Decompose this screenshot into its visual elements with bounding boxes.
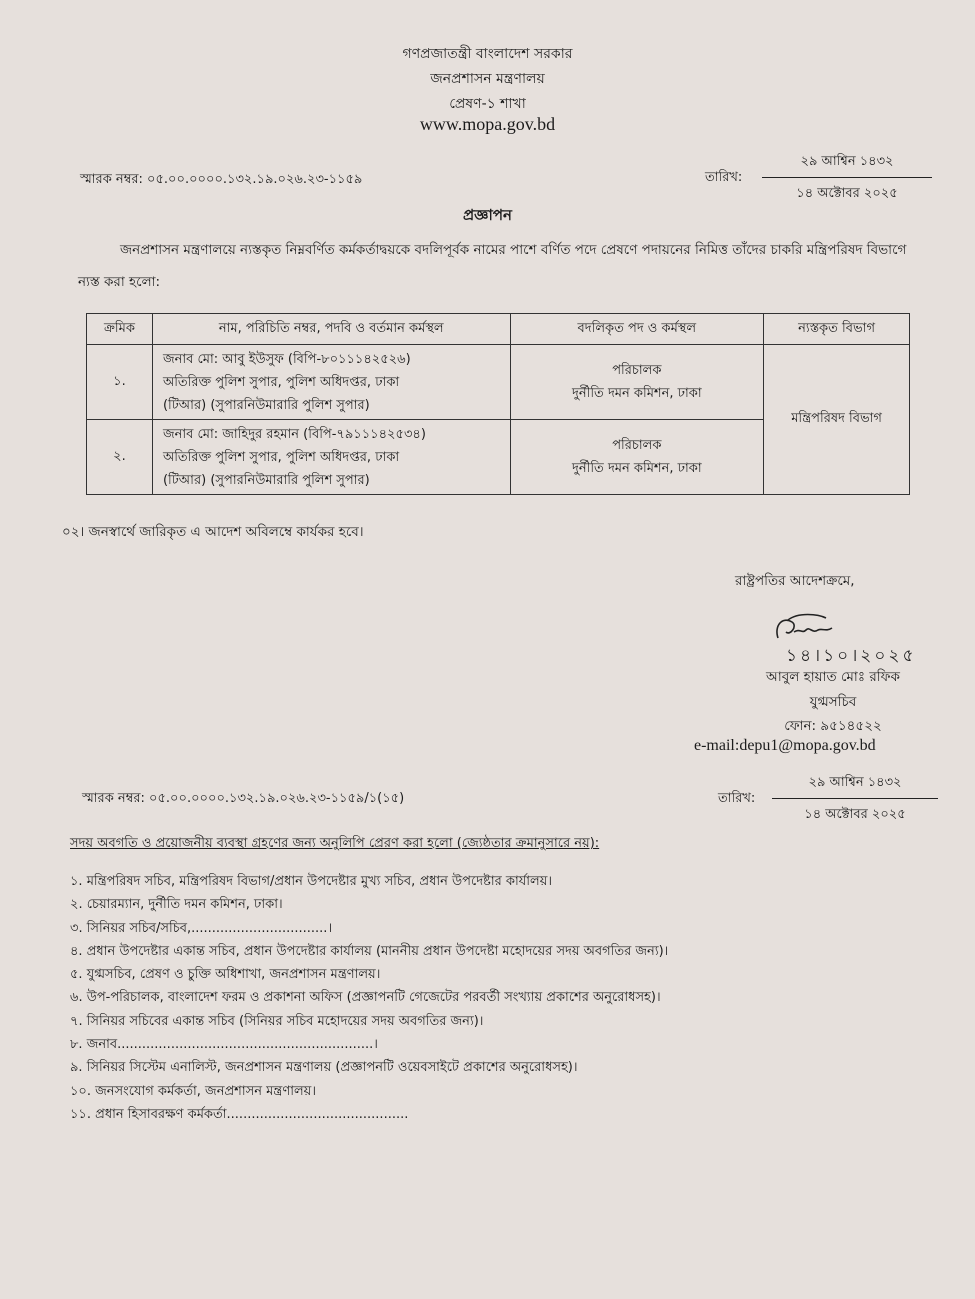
transfer-workplace: দুর্নীতি দমন কমিশন, ঢাকা (572, 386, 702, 401)
transfer-post: পরিচালক (612, 438, 662, 453)
row-name-details (152, 420, 510, 495)
copy-date-label: তারিখ: (718, 791, 756, 806)
distribution-item: ১. মন্ত্রিপরিষদ সচিব, মন্ত্রিপরিষদ বিভাগ/প্রধান উপদেষ্টার মুখ্য সচিব, প্রধান উপদেষ্টার কার্যালয়। (70, 874, 553, 889)
copy-date-bangla: ২৯ আশ্বিন ১৪৩২ (772, 773, 938, 799)
transfer-post: পরিচালক (612, 363, 662, 378)
distribution-item: ৮. জনাব..............................................................। (70, 1037, 378, 1053)
website-link[interactable]: www.mopa.gov.bd (419, 114, 556, 134)
ministry-name: জনপ্রশাসন মন্ত্রণালয় (430, 71, 545, 87)
date-label: তারিখ: (705, 170, 743, 185)
header-division: ন্যস্তকৃত বিভাগ (764, 314, 910, 345)
signatory-email[interactable]: e-mail:depu1@mopa.gov.bd (694, 737, 876, 754)
header-transfer-post: বদলিকৃত পদ ও কর্মস্থল (510, 314, 764, 345)
officer-current-post: অতিরিক্ত পুলিশ সুপার, পুলিশ অধিদপ্তর, ঢাকা (162, 374, 400, 390)
header-name: নাম, পরিচিতি নম্বর, পদবি ও বর্তমান কর্মস্থল (152, 314, 510, 345)
copy-memo-number-label: স্মারক নম্বর: (82, 791, 145, 806)
officers-table (86, 313, 910, 495)
distribution-heading: সদয় অবগতি ও প্রয়োজনীয় ব্যবস্থা গ্রহণের জন্য অনুলিপি প্রেরণ করা হলো (জ্যেষ্ঠতার ক্রমানুসারে নয়): (70, 836, 600, 851)
date-bangla: ২৯ আশ্বিন ১৪৩২ (762, 152, 932, 178)
transfer-workplace: দুর্নীতি দমন কমিশন, ঢাকা (572, 461, 702, 476)
officer-name: জনাব মো: আবু ইউসুফ (বিপি-৮০১১১৪২৫২৬) (162, 351, 411, 367)
signature-mark (768, 608, 848, 648)
officer-status: (টিআর) (সুপারনিউমারারি পুলিশ সুপার) (162, 472, 370, 488)
distribution-item: ৪. প্রধান উপদেষ্টার একান্ত সচিব, প্রধান উপদেষ্টার কার্যালয় (মাননীয় প্রধান উপদেষ্টা মহোদয়ের সদয় অবগতির জন্য)। (70, 943, 669, 959)
copy-date-block (772, 773, 938, 826)
signatory-name: আবুল হায়াত মোঃ রফিক (766, 669, 900, 685)
assigned-division: মন্ত্রিপরিষদ বিভাগ (764, 345, 910, 495)
distribution-list (70, 870, 930, 1126)
branch-name: প্রেষণ-১ শাখা (449, 96, 526, 112)
signatory-designation: যুগ্মসচিব (809, 694, 857, 710)
distribution-item: ৫. যুগ্মসচিব, প্রেষণ ও চুক্তি অধিশাখা, জনপ্রশাসন মন্ত্রণালয়। (70, 967, 381, 983)
signatory-phone: ফোন: ৯৫১৪৫২২ (784, 718, 882, 734)
memo-number (80, 170, 362, 191)
officer-name: জনাব মো: জাহিদুর রহমান (বিপি-৭৯১১১৪২৫৩৪) (162, 426, 426, 442)
distribution-item: ১১. প্রধান হিসাবরক্ষণ কর্মকর্তা............................................ (70, 1106, 409, 1122)
memo-number-label: স্মারক নম্বর: (80, 172, 143, 187)
notice-title: প্রজ্ঞাপন (462, 206, 513, 224)
distribution-item: ৯. সিনিয়র সিস্টেম এনালিস্ট, জনপ্রশাসন মন্ত্রণালয় (প্রজ্ঞাপনটি ওয়েবসাইটে প্রকাশের অনুরোধসহ)। (70, 1060, 578, 1076)
row-transfer-post (510, 345, 764, 420)
row-serial: ২. (87, 420, 153, 495)
row-name-details (152, 345, 510, 420)
signed-date: ১৪।১০।২০২৫ (786, 646, 917, 666)
memo-number-value: ০৫.০০.০০০০.১৩২.১৯.০২৬.২৩-১১৫৯ (147, 172, 363, 187)
copy-date-english: ১৪ অক্টোবর ২০২৫ (804, 807, 906, 822)
table-row (87, 345, 910, 420)
distribution-item: ৭. সিনিয়র সচিবের একান্ত সচিব (সিনিয়র সচিব মহোদয়ের সদয় অবগতির জন্য)। (70, 1013, 484, 1029)
distribution-item: ২. চেয়ারম্যান, দুর্নীতি দমন কমিশন, ঢাকা। (70, 897, 283, 913)
date-block (762, 152, 932, 205)
row-serial: ১. (87, 345, 153, 420)
row-transfer-post (510, 420, 764, 495)
distribution-item: ৩. সিনিয়র সচিব/সচিব,.................................। (70, 920, 333, 936)
table-header-row (87, 314, 910, 345)
date-english: ১৪ অক্টোবর ২০২৫ (796, 186, 898, 201)
distribution-item: ১০. জনসংযোগ কর্মকর্তা, জনপ্রশাসন মন্ত্রণালয়। (70, 1083, 316, 1099)
distribution-item: ৬. উপ-পরিচালক, বাংলাদেশ ফরম ও প্রকাশনা অফিস (প্রজ্ঞাপনটি গেজেটের পরবর্তী সংখ্যায় প্রকাশের অনুরোধসহ)। (70, 990, 661, 1006)
by-order-text: রাষ্ট্রপতির আদেশক্রমে, (735, 573, 855, 589)
notice-body: জনপ্রশাসন মন্ত্রণালয়ে ন্যস্তকৃত নিম্নবর্ণিত কর্মকর্তাদ্বয়কে বদলিপূর্বক নামের পাশে বর্ণিত পদে প্রেষণে পদায়নের নিমিত্ত তাঁদের চাকরি মন্ত্রিপরিষদ বিভাগে ন্যস্ত করা হলো: (78, 242, 907, 290)
header-serial: ক্রমিক (87, 314, 153, 345)
copy-memo-number-value: ০৫.০০.০০০০.১৩২.১৯.০২৬.২৩-১১৫৯/১(১৫) (149, 791, 405, 806)
officer-current-post: অতিরিক্ত পুলিশ সুপার, পুলিশ অধিদপ্তর, ঢাকা (162, 449, 400, 465)
copy-memo-number (82, 789, 404, 810)
government-name: গণপ্রজাতন্ত্রী বাংলাদেশ সরকার (402, 46, 573, 62)
officer-status: (টিআর) (সুপারনিউমারারি পুলিশ সুপার) (162, 397, 370, 413)
order-effect: ০২। জনস্বার্থে জারিকৃত এ আদেশ অবিলম্বে কার্যকর হবে। (62, 524, 364, 540)
